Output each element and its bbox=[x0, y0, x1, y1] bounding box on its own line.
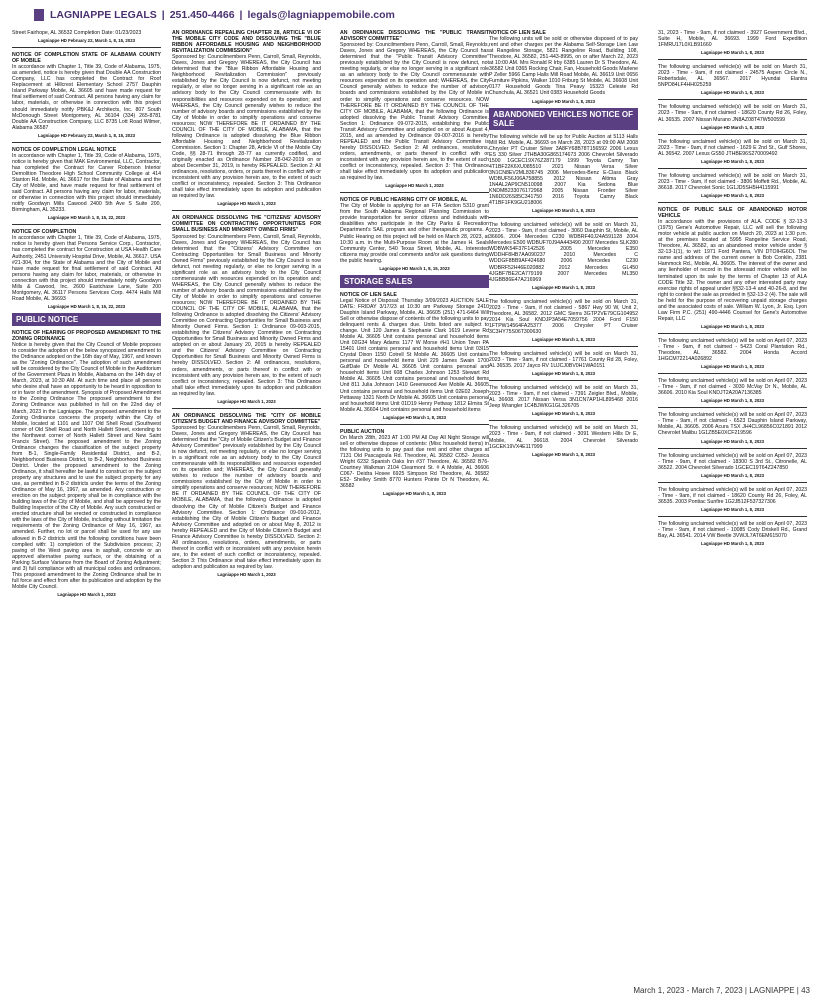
legal-notice bbox=[340, 429, 489, 498]
notice-body: Street Fairhope, AL 36532 Completion Date: 01/23/2023 bbox=[12, 30, 142, 36]
publication-line: Lagniappe HD March 1, 8, 2023 bbox=[382, 491, 447, 497]
publication-line: Lagniappe HD February 22, March 1, 8, 15, 2023 bbox=[38, 38, 135, 44]
divider bbox=[658, 168, 807, 169]
publication-line: Lagniappe HD March 1, 2023 bbox=[385, 183, 444, 189]
divider bbox=[658, 134, 807, 135]
divider bbox=[12, 142, 161, 143]
legal-notice bbox=[12, 229, 161, 310]
legal-notice bbox=[658, 453, 807, 479]
divider bbox=[489, 420, 638, 421]
legal-notice bbox=[658, 412, 807, 444]
divider bbox=[658, 59, 807, 60]
notice-body: The following unclaimed vehicle(s) will be sold on March 31, 2023 - Time - 9am, if not claimed - 3806 Moffett Rd., Mobile, AL 36618. 2017 Chevrolet Sonic 1G1JD5SH5H4115991 bbox=[658, 172, 807, 191]
publication-line: Lagniappe HD March 1, 2023 bbox=[57, 591, 116, 597]
notice-title: NOTICE OF PUBLIC SALE OF ABANDONED MOTOR VEHICLE bbox=[658, 206, 807, 220]
divider bbox=[340, 192, 489, 193]
notice-title: NOTICE OF LIEN SALE bbox=[489, 30, 546, 36]
notice-title: NOTICE OF COMPLETION bbox=[12, 229, 77, 236]
legal-notice bbox=[12, 330, 161, 598]
legal-notice bbox=[489, 30, 638, 105]
legal-notice bbox=[12, 30, 161, 44]
email-link[interactable]: legals@lagniappemobile.com bbox=[247, 9, 395, 21]
divider bbox=[658, 516, 807, 517]
legal-notice bbox=[658, 338, 807, 370]
notice-title: AN ORDINANCE DISSOLVING THE "CITY OF MOBILE CITIZEN'S BUDGET AND FINANCE ADVISORY COMMITTEE" bbox=[172, 412, 321, 425]
column-5 bbox=[658, 30, 807, 550]
divider bbox=[172, 210, 321, 211]
notice-body: The following unclaimed vehicle(s) will be sold on March 31, 2023 - Time - 9am, if not claimed - 7391 Zeigler Blvd., Mobile, AL 36608. 2017 Nissan Versa 3N1CN7AP1HL895468 2016 Jeep Wrangler 1C4BJWKG1GL326705 bbox=[489, 385, 638, 410]
publication-line: Lagniappe HD March 1, 2023 bbox=[217, 572, 276, 578]
notice-body: The following unclaimed vehicle(s) will be sold on March 31, 2023 - Time - 9am, if not claimed - 3091 Western Hills Dr E, Mobile, AL 36618. 2004 Chevrolet Silverado 1GCEK19VX4E117999 bbox=[489, 425, 638, 450]
legal-notice bbox=[658, 173, 807, 199]
notice-body: The following units will be sold or otherwise disposed of to pay rent and other charges per the Alabama Self-Storage Lien Law at Rangeline Storage, 5821 Rangeline Road, Building 108, Theodore, AL 36582, 251-443-8995, on or after March 22, 2023 at 10:00 AM. Mrs Ronald R Irby 6385 Lauren Dr S Theodore, AL 36582 Unit 0365 Rocking Chair, Fan, Household Goods Marlene P Zeller 5966 Camp Halls Mill Road Mobile, AL 36619 Unit 0656 Furniture Pipkins, Walker 1010 Friburg St Mobile, AL 36608 Unit 0177 Household Goods Tina Peavy 15323 Celeste Rd Chunchula, AL 36521 Unit 0383 Household Goods bbox=[489, 36, 638, 97]
notice-body: The following vehicle will be up for Public Auction at 5113 Halls Mill Rd. Mobile, AL 36693 on March 28, 2023 at 09:00 AM 2008 Chrysler PT Cruiser Silver 3A8FY68B78T156592 2006 Lexus ES 330 Silver JTHBA30G865174673 2006 Chevrolet Silverado 1500 1GCEC19X76Z287179 1999 Toyota Camry Tan 4T1BF22K6XU085510 2021 Nissan Versa Silver 3N1CN8EV2ML836745 2006 Mercedes-Benz E-Class Black WDBUF56J06A758855 2012 Nissan Altima Gray 1N4AL2AP9CN510098 2007 Kia Sedona Blue KNDMB233076172968 2005 Nissan Frontier Silver 1N6DD26S85C341750 2016 Toyota Camry Black 4T1BF1FK9GU218006 bbox=[489, 133, 638, 207]
phone-number: 251.450-4466 bbox=[169, 9, 235, 21]
publication-line: Lagniappe HD March 1, 8, 2023 bbox=[700, 90, 765, 96]
publication-line: Lagniappe HD March 1, 8, 2023 bbox=[700, 50, 765, 56]
legal-notice bbox=[12, 147, 161, 222]
notice-body: In accordance with Chapter 1, Title 39, Code of Alabama, 1975, notice is hereby given that Persons Service Corp., Contractor, has completed the contract for Construction at USA Health Care Authority, 2451 University Hospital Drive, Mobile, AL 36617. USA #21-304, for the State of Alabama and the City of Mobile and have made request for final settlement of said Contract. All persons having any claim for labor, materials, or otherwise in connection with this project should immediately notify Goodwyn Mills & Cawood, Inc. 2600 Eastchase Lane, Suite 200 Montgomery, AL 36117 Persons Services Corp. 4474 Halls Mill Road Mobile, AL 36693 bbox=[12, 235, 161, 302]
notice-body: The following unclaimed vehicle(s) will be sold on April 07, 2023 - Time - 9am, if not claimed - 3030 McVay Dr N., Mobile, AL 36606. 2010 Kia Soul KNDJT2A20A7136385 bbox=[658, 378, 807, 397]
legal-notice bbox=[658, 139, 807, 165]
section-banner: PUBLIC NOTICE bbox=[12, 313, 161, 326]
notice-body: Sponsored by: Councilmembers Penn, Carroll, Small, Reynolds, Daves, Jones and Gregory WHEREAS, the City Council has determined that the "City of Mobile Citizen's Budget and Finance Advisory Committee" previously established by the City Council is now defunct, not meeting regularly, or else no longer serving in a significant role as an advisory body to the City Council commensurate with its responsibilities and resources expended on its operation and; WHEREAS, the City Council generally wishes to reduce the number of advisory boards and commissions established by the City of Mobile in order to simplify operations and conserve resources; NOW THEREFORE BE IT ORDAINED BY THE COUNCIL OF THE CITY OF MOBILE, ALABAMA, that the following Ordinance is adopted dissolving the City of Mobile Citizen's Budget and Finance Advisory Committee. Section 1: Ordinance 09-010-2012, establishing the City of Mobile Citizen's Budget and Finance Advisory Committee and adopted on or about May 8, 2012 is hereby REPEALED and the City of Mobile Citizen's Budget and Finance Advisory Committee is hereby DISSOLVED. Section 2: All ordinances, resolutions, orders, amendments, or parts thereof in conflict with or inconsistent with any provision herein are, to the extent of such conflict or inconsistency, repealed. Section 3: This Ordinance shall take effect immediately upon its adoption and publication as required by law. bbox=[172, 424, 321, 570]
legal-notice bbox=[489, 222, 638, 291]
divider bbox=[489, 346, 638, 347]
section-title: LAGNIAPPE LEGALS bbox=[50, 9, 157, 21]
divider bbox=[489, 217, 638, 218]
notice-body: Notice is hereby given that the City Council of Mobile proposes to consider the adoption of the below synopsized amendment to the Ordinance adopted on the 16th day of May, 1967, and known as the "Zoning Ordinance". The adoption of such amendment will be considered by the City Council of Mobile in the Auditorium of the Government Plaza in Mobile, Alabama on the 14th day of March, 2023, at 10:30 AM. At such time and place all persons who desire shall have an opportunity to be heard in opposition to or in favor of the amendment. Synopsis of Proposed Amendment to the Zoning Ordinance The proposed amendment to the Zoning Ordinance was published in full on the 22nd day of March, 2023 in the Lagniappe. The proposed amendment to the Zoning Ordinance concerns the property within the City of Mobile, located at 1101 and 1107 Old Shell Road (Southwest corner of Old Shell Road and North Hallett Street, extending to the Northwest corner of North Hallett Street and New Saint Francis Street). The proposed amendment to the Zoning Ordinance changes the classification of the subject property from B-1, Single-Family Residential District, and B-2, Neighborhood Business District, to B-2, Neighborhood Business District. Under the proposed amendment to the Zoning Ordinance, it shall hereafter be lawful to construct on the subject property any structures and to use the subject property for any use, as permitted in B-2 districts under the terms of the Zoning Ordinance of May 16, 1967, as amended. Any construction or erection on the subject property shall be in compliance with the building laws of the City of Mobile, and shall be approved by the Building Inspector of the City of Mobile. Any such constructed or erected structure shall be erected or constructed in compliance with the laws of the City of Mobile, including without limitation the requirements of the Zoning Ordinance of May 16, 1967, as amended. Further, no lot or parcel shall be used for any use allowed in B-2 districts until the following conditions have been complied with: 1) completion of the Subdivision process; 2) paving of the West paving area in asphalt, concrete or an approved alternative paving surface, or the obtaining of a Parking Surface Variance from the Board of Zoning Adjustment; and 3) full compliance with all municipal codes and ordinances. This proposed amendment to the Zoning Ordinance shall be in full force and effect from after its publication and adoption by the Mobile City Council. bbox=[12, 342, 162, 590]
notice-title: NOTICE OF HEARING OF PROPOSED AMENDMENT TO THE ZONING ORDINANCE bbox=[12, 329, 161, 342]
section-banner: ABANDONED VEHICLES NOTICE OF SALE bbox=[489, 108, 638, 130]
legal-notice bbox=[658, 64, 807, 96]
legal-notice bbox=[172, 413, 321, 578]
legal-notice bbox=[340, 197, 489, 272]
legal-notice bbox=[489, 385, 638, 417]
notice-body: Legal Notice of Disposal: Thursday 3/09/2023 AUCTION SALE DATE: FRIDAY 3/17/23 at 10:30 am Parkway Storage 2410 Dauphin Island Parkway, Mobile, AL 36605 (251) 471-6464 Will Sell or otherwise dispose of contents of the following units to pay delinquent rents & charges due. Units listed are subject to change. Unit 120 James & Stephanie Clark 1619 Levene Rd Mobile AL 36605 Unit contains personal and household items Unit 02G34 Mary Adams 1177 W Morse #H1 Union Town PA 15401 Unit contains personal and household items Unit 03I15 Crystal Dixon 1150 Cotrell St Mobile AL 36605 Unit contains personal and household items Unit 229 James Swain 1700 GulfDale Dr Mobile AL 36605 Unit contains personal and household items Unit 608 Charles Johnson 1253 Stewart Rd Mobile AL 36605 Unit contains personal and household items Unit 811 Julia Johnson 1410 Greenwood Ave Mobile AL 36605 Unit contains personal and household items Unit 02E02 Joseph Pettaway 1321 North Dr Mobile AL 36605 Unit contains personal and household items Unit 01D19 Henry Pettway 1812 Elmira St Mobile AL 36604 Unit contains personal and household items bbox=[340, 297, 489, 413]
notice-body: The following unclaimed vehicle(s) will be sold on April 07, 2023 - Time - 9am, if not claimed - 6523 Dauphin Island Parkway, Mobile, AL 36605. 2006 Acura TSX JH4CL96856C021891 2012 Chevrolet Malibu 1G1ZB5E0XCF219596 bbox=[658, 412, 807, 437]
divider bbox=[658, 202, 807, 203]
publication-line: Lagniappe HD March 1, 8, 2023 bbox=[382, 414, 447, 420]
legal-notice bbox=[172, 215, 321, 404]
publication-line: Lagniappe HD March 1, 8, 2023 bbox=[700, 438, 765, 444]
notice-title: NOTICE OF PUBLIC HEARING CITY OF MOBILE, AL bbox=[340, 197, 468, 204]
legal-notice bbox=[658, 104, 807, 130]
notice-title: NOTICE OF LIEN SALE bbox=[340, 291, 397, 298]
notice-body: The following unclaimed vehicle(s) will be sold on April 07, 2023 - Time - 9am, if not claimed - 18620 County Rd 26, Foley, AL 36535. 2003 Pontiac Sunfire 1G2JB12F537327306 bbox=[658, 486, 807, 505]
legal-notice bbox=[658, 487, 807, 513]
notice-title: NOTICE OF COMPLETION STATE OF ALABAMA COUNTY OF MOBILE bbox=[12, 52, 161, 65]
column-3 bbox=[340, 30, 489, 500]
page-header bbox=[34, 5, 794, 25]
legal-notice bbox=[340, 292, 489, 421]
notice-title: AN ORDINANCE REPEALING CHAPTER 28, ARTICLE VI OF THE MOBILE CITY CODE AND DISSOLVING THE "BLUE RIBBON AFFORDABLE HOUSING AND NEIGHBORHOOD REVITALIZATION COMMISSION" bbox=[172, 30, 321, 55]
publication-line: Lagniappe HD March 1, 8, 2023 bbox=[700, 323, 765, 329]
notice-body: The following unclaimed vehicle(s) will be sold on April 07, 2023 - Time - 9am, if not claimed - 10085 Cody Driskell Rd., Grand Bay, AL 36541. 2014 VW Beetle 3VWJL7AT6EM615070 bbox=[658, 520, 807, 540]
divider bbox=[658, 333, 807, 334]
divider bbox=[658, 448, 807, 449]
divider bbox=[489, 294, 638, 295]
legal-notice bbox=[658, 521, 807, 547]
publication-line: Lagniappe HD March 1, 8, 2023 bbox=[700, 472, 765, 478]
notice-body: The following unclaimed vehicle(s) will be sold on March 31, 2023 - Time - 9am, if not claimed - 5867 Hwy 90 W, Unit 2, Theodore, AL 36582. 2012 GMC Sierra 3GTP2VE79CG104952 2014 Kia Soul KNDJP3A54E7059756 2004 Ford F150 1FTPW14564FA25377 2006 Chrysler PT Cruiser 3C3HY75S06T300630 bbox=[489, 298, 638, 335]
notice-body: The following unclaimed vehicle(s) will be sold on March 31, 2023 - Time - 9am, if not claimed - 3060 Dauphin St, Mobile, AL 36606. 2004 Mercedes C230 WDBRF40J24A591128 2004 Mercedes E500 WDBUF70J94A443490 2007 Mercedes SLK280 WDBWK54F37F142526 2005 Mercedes E350 WDDHF8HB7AA090237 2010 Mercedes C WDDGF8BB9AF424680 2006 Mercedes C230 WDBRF52H46E020882 2012 Mercedes GL450 4JGBF7BE2CA779199 2007 Mercedes ML350 4JGBB86E47A216969 bbox=[489, 222, 638, 283]
legal-notice bbox=[489, 134, 638, 215]
divider bbox=[340, 424, 489, 425]
publication-line: Lagniappe HD March 1, 8, 2023 bbox=[531, 208, 596, 214]
column-4 bbox=[489, 30, 638, 461]
notice-body: The following unclaimed vehicle(s) will be sold on April 07, 2023 - Time - 9am, if not claimed - 5423 Coral Plantation Rd., Theodore, AL 36582. 2004 Honda Accord 1HGCM72214A026892 bbox=[658, 337, 807, 363]
notice-body: The following unclaimed vehicle(s) will be sold on April 07, 2023 - Time - 9am, if not claimed - 18300 S 3rd St., Citronelle, AL 36522. 2004 Chevrolet Silverado 1GCEC19T64Z247850 bbox=[658, 452, 807, 471]
notice-title: PUBLIC AUCTION bbox=[340, 428, 385, 435]
column-1 bbox=[12, 30, 161, 601]
divider bbox=[658, 482, 807, 483]
publication-line: Lagniappe HD March 1, 8, 2023 bbox=[700, 192, 765, 198]
notice-body: Sponsored by: Councilmembers Penn, Carroll, Small, Reynolds, Daves, Jones and Gregory WHEREAS, the City Council has determined that the "Citizens' Advisory Committee on Contracting Opportunities for Small Business and Minority Owned Firms" previously established by the City Council is now defunct, not meeting regularly, or else no longer serving in a significant role as an advisory body to the City Council commensurate with resources expended on its operation and; WHEREAS, the City Council generally wishes to reduce the number of advisory boards and commissions established by the City of Mobile in order to simplify operations and conserve resources; NOW THEREFORE BE IT ORDAINED BY THE COUNCIL OF THE CITY OF MOBILE, ALABAMA, that the following Ordinance is adopted dissolving the Citizens' Advisory Committee on Contracting Opportunities for Small Business and Minority Owned Firms. Section 1: Ordinance 09-003-2015, establishing the Citizens' Advisory Committee on Contracting Opportunities for Small Business and Minority Owned Firms and adopted on or about January 20, 2015 is hereby REPEALED and the Citizens' Advisory Committee on Contracting Opportunities for Small Business and Minority Owned Firms is hereby DISSOLVED. Section 2: All ordinances, resolutions, orders, amendments, or parts thereof in conflict with or inconsistent with any provision herein are, to the extent of such conflict or inconsistency, repealed. Section 3: This Ordinance shall take effect immediately upon its adoption and publication as required by law. bbox=[172, 233, 321, 397]
notice-body: The following unclaimed vehicle(s) will be sold on March 31, 2023 - Time - 9am, if not claimed - 18620 County Rd 26, Foley, AL 36535. 2007 Nissan Murano JN8AZ08T47W500599 bbox=[658, 104, 807, 123]
publication-line: Lagniappe HD March 1, 8, 2023 bbox=[700, 364, 765, 370]
divider bbox=[658, 373, 807, 374]
publication-line: Lagniappe HD March 1, 8, 2023 bbox=[700, 158, 765, 164]
notice-body: Sponsored by: Councilmembers Penn, Carroll, Small, Reynolds, Daves, Jones and Gregory WHEREAS, the City Council has determined that the "Blue Ribbon Affordable Housing and Neighborhood Revitalization Commission" previously established by the City Council is now defunct, not meeting regularly, or else no longer serving in a significant role as an advisory body to the City Council commensurate with its responsibilities and resources expended on its operation; and WHEREAS, the City Council generally wishes to reduce the number of advisory boards and commissions established by the City of Mobile in order to simplify operations and conserve resources; NOW THEREFORE BE IT ORDAINED BY THE COUNCIL OF THE CITY OF MOBILE, ALABAMA, that the following Ordinance is adopted dissolving the Blue Ribbon Affordable Housing and Neighborhood Revitalization Commission. Section 1: Chapter 28, Article VI of the Mobile City Code, §§ 28-71 through 28-77 as currently codified, and originally enacted as Ordinance Number 28-042-2019 on or about December 31, 2019, is hereby REPEALED. Section 2: All ordinances, resolutions, orders, or parts thereof in conflict with or inconsistent with any provision herein are, to the extent of such conflict or inconsistency, repealed. Section 3: This Ordinance shall take effect immediately upon its adoption and publication as required by law. bbox=[172, 54, 321, 200]
notice-body: In accordance with Chapter 1, Title 39, Code of Alabama, 1975, notice is hereby given that MAK Environmental, LLC, Contractor, has completed the Contract for Carver Roberson Interior Demolition Theodore High School Community College at 414 Stanton Rd. Mobile, AL 36617 for the State of Alabama and the City of Mobile, and have made request for final settlement of said Contract. All persons having any claim for labor, materials, or otherwise in connection with this project should immediately notify Goodwyn Mills Cawood 2400 5th Ave S Suite 200, Birmingham, AL 35233. bbox=[12, 152, 161, 214]
publication-line: Lagniappe HD March 1, 8, 2023 bbox=[531, 371, 596, 377]
publication-line: Lagniappe HD March 1, 2023 bbox=[217, 201, 276, 207]
divider bbox=[172, 408, 321, 409]
publication-line: Lagniappe HD March 1, 8, 2023 bbox=[531, 411, 596, 417]
notice-body: 31, 2023 - Time - 9am, if not claimed - 3927 Government Blvd., Suite H, Mobile, AL 36693. 1999 Ford Expedition 1FMRU17L0XLB91660 bbox=[658, 30, 807, 49]
publication-line: Lagniappe HD March 1, 2023 bbox=[217, 398, 276, 404]
separator: | bbox=[239, 9, 243, 21]
separator: | bbox=[161, 9, 165, 21]
publication-line: Lagniappe HD March 1, 8, 2023 bbox=[700, 398, 765, 404]
divider bbox=[12, 47, 161, 48]
publication-line: Lagniappe HD March 1, 8, 2023 bbox=[531, 284, 596, 290]
publication-line: Lagniappe HD March 1, 8, 2023 bbox=[700, 506, 765, 512]
publication-line: Lagniappe HD March 1, 8, 15, 2023 bbox=[379, 265, 450, 271]
publication-line: Lagniappe HD March 1, 8, 2023 bbox=[700, 541, 765, 547]
legal-notice bbox=[340, 30, 489, 189]
publication-line: Lagniappe HD March 1, 8, 2023 bbox=[700, 124, 765, 130]
publication-line: Lagniappe HD February 22, March 1, 8, 15, 2023 bbox=[38, 132, 135, 138]
page-footer: March 1, 2023 - March 7, 2023 | LAGNIAPPE | 43 bbox=[633, 986, 810, 995]
divider bbox=[658, 407, 807, 408]
legal-notice bbox=[12, 52, 161, 139]
notice-body: In accordance with Chapter 1, Title 39, Code of Alabama, 1975, as amended, notice is hereby given that Double AA Construction Company, LLC has completed the Contract for Roof Replacement at Hillcrest Elementary School 2757 Dauphin Island Parkway Mobile, AL 36605 and have made request for final settlement of said Contract. All persons having any claim for labor, materials, or otherwise in connection with this project should immediately notify PBK&J Architects, Inc. 807 South McDonough Street Montgomery, AL 36104 (334) 265-8781 Double AA Construction Company, LLC 8735 Lott Road Wilmer, Alabama 36587 bbox=[12, 64, 161, 131]
legal-notice bbox=[658, 378, 807, 404]
legal-notice bbox=[489, 425, 638, 457]
notice-body: The City of Mobile is applying for an FTA Section 5310 grant from the South Alabama Regional Planning Commission to provide transportation for senior citizens and individuals with disabilities who participate in the City Parks & Recreation Department's SAIL program and other therapeutic programs. A Public Hearing on this project will be held on March 28, 2023, at 10:30 a.m. in the Multi-Purpose Room at the James H. Seals Community Center, 540 Texas Street, Mobile, AL. Interested citizens may provide oral comments and/or ask questions during the public hearing. bbox=[340, 203, 489, 264]
publication-line: Lagniappe HD March 1, 8, 15, 22, 2023 bbox=[47, 215, 126, 221]
legal-notice bbox=[658, 30, 807, 56]
publication-line: Lagniappe HD March 1, 8, 15, 22, 2023 bbox=[47, 303, 126, 309]
section-marker-icon bbox=[34, 9, 44, 21]
notice-body: Sponsored by: Councilmembers Penn, Carroll, Small, Reynolds, Daves, Jones and Gregory WHEREAS, the City Council has determined that the "Public Transit Advisory Committee" previously established by the City Council is now defunct, not meeting regularly, or else no longer serving in a significant role as an advisory body to the City Council commensurate with resources expended on its operation and; WHEREAS, the City Council generally wishes to reduce the number of advisory boards and commissions established by the City of Mobile in order to simplify operations and conserve resources. NOW THEREFORE BE IT ORDAINED BY THE COUNCIL OF THE CITY OF MOBILE, ALABAMA, that the following Ordinance is adopted dissolving the Public Transit Advisory Committee. Section 1: Ordinance 09-072-2015, establishing the Public Transit Advisory Committee and adopted on or about August 4, 2015, and as amended by Ordinance 09-007-2016 is hereby REPEALED and the Public Transit Advisory Committee is hereby DISSOLVED. Section 2: All ordinances, resolutions, orders, amendments, or parts thereof in conflict with or inconsistent with any provision herein are, to the extent of such conflict or inconsistency, repealed. Section 3: This Ordinance shall take effect immediately upon its adoption and publication as required by law. bbox=[340, 42, 489, 182]
legal-notice bbox=[172, 30, 321, 207]
notice-title: AN ORDINANCE DISSOLVING THE "CITIZENS' ADVISORY COMMITTEE ON CONTRACTING OPPORTUNITIES FOR SMALL BUSINESS AND MINORITY OWNED FIRMS" bbox=[172, 215, 321, 234]
notice-body: The following unclaimed vehicle(s) will be sold on March 31, 2023 - Time - 9am, if not claimed - 1629 E 2nd St., Gulf Shores, AL 36542. 2007 Lexus GS50 JTHBE96S270009492 bbox=[658, 138, 807, 157]
legal-notice bbox=[489, 351, 638, 377]
notice-title: NOTICE OF COMPLETION LEGAL NOTICE bbox=[12, 146, 117, 153]
notice-body: On March 28th, 2023 AT 1:00 PM All Day All Night Storage will sell or otherwise dispose of contents: (Misc household items) in the following units to pay past due rent and other charges at 7131 Old Pascagoula Rd. Theodore, AL 36582 C052- Jessica Wright 6232 Spanish Oaks Inn #37 Theodore, AL 36582 B76- Courtney Walkman 2104 Clearmont St. # A Mobile, AL 36606 C067- Deidra Hosee 6925 Simpson Rd Theodore, AL 36582 E52- Shelley Smith 8770 Hunters Pointe Dr N Theodore, AL 36582 bbox=[340, 434, 489, 490]
divider bbox=[658, 99, 807, 100]
legal-notice bbox=[489, 299, 638, 343]
notice-title: AN ORDINANCE DISSOLVING THE "PUBLIC TRANSIT ADVISORY COMMITTEE" bbox=[340, 30, 489, 43]
notice-body: In accordance with the provisions of ALA. CODE § 32-13-3 (1975) Gene's Automotive Repair, LLC will sell the following motor vehicle at public auction on March 20, 2023 at 1:30 p.m. at the premises located at 5995 Rangeline Service Road, Theodore, AL 36582, as an abandoned motor vehicle under § 32-13-1(1), to wit: 1971 Ford Pantera, VIN DTOIHG6OL The name and address of the current owner is Bob Conklin, 2381 Hammock Rd., Mobile, AL 36605. The interest of the owner and any lienholder of record in the aforesaid motor vehicle will be terminated upon its sale by the terms of Chapter 13 of ALA CODE Title 32. The owner and any other interested party may exercise rights of appeal under §§32-13-4 and 40-26-8, and the right to contest the sale as provided in §32-13-2 (4). The sale will be held for the purpose of recovering unpaid storage charges and the associated costs of sale. William W. Lyon, Jr. Esq. Lyon Law Firm P.C. (251) 490-4446 Counsel for Gene's Automotive Repair, LLC bbox=[658, 219, 807, 322]
publication-line: Lagniappe HD March 1, 8, 2023 bbox=[531, 98, 596, 104]
publication-line: Lagniappe HD March 1, 8, 2023 bbox=[531, 336, 596, 342]
divider bbox=[489, 380, 638, 381]
divider bbox=[12, 224, 161, 225]
section-banner: STORAGE SALES bbox=[340, 275, 489, 288]
notice-body: The following unclaimed vehicle(s) will be sold on March 31, 2023 - Time - 9am, if not claimed - 24575 Aspen Circle N., Robertsdale, AL 36567. 2017 Hyundai Elantra 5NPD84LF4HH025259 bbox=[658, 64, 807, 89]
column-2 bbox=[172, 30, 321, 581]
publication-line: Lagniappe HD March 1, 8, 2023 bbox=[531, 451, 596, 457]
notice-body: The following unclaimed vehicle(s) will be sold on March 31, 2023 - Time - 9am, if not claimed - 17761 County Rd 28, Foley, AL 36535. 2017 Jayco RV 1UJCJ0BV0H1WA0151 bbox=[489, 351, 638, 370]
legal-notice bbox=[658, 207, 807, 330]
